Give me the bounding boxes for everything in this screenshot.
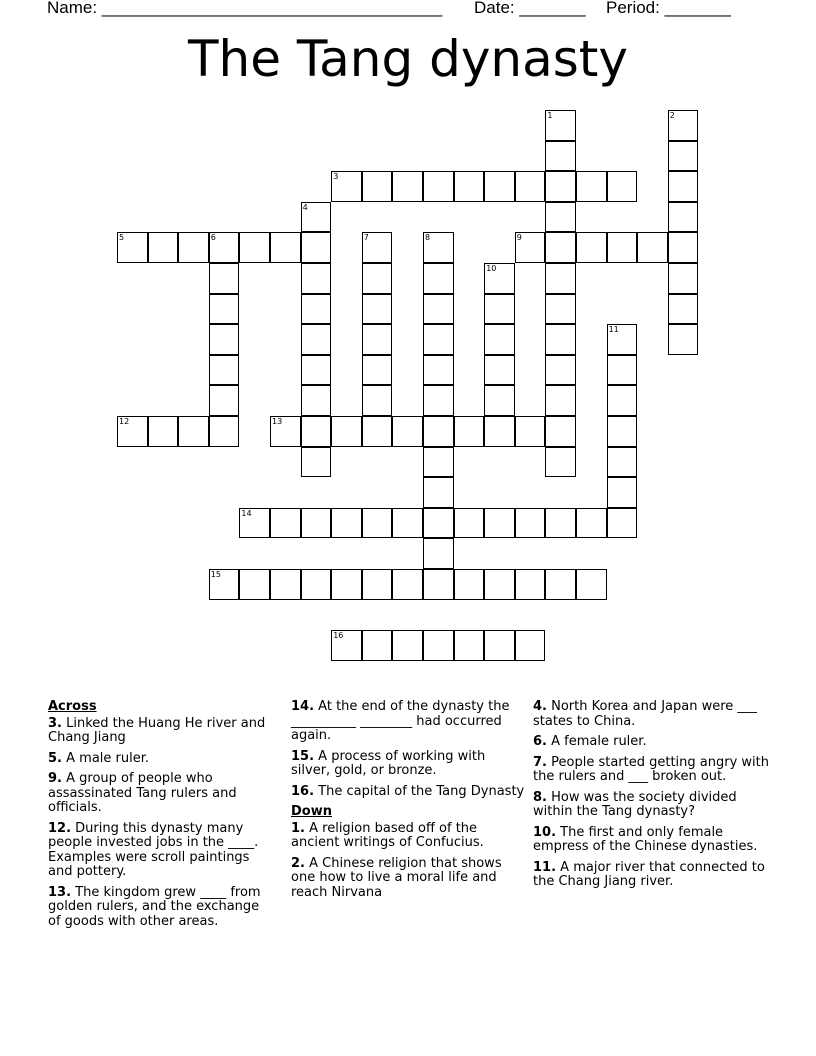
- grid-cell[interactable]: [423, 630, 454, 661]
- grid-cell[interactable]: [545, 294, 576, 325]
- crossword-grid: [117, 110, 717, 670]
- grid-cell[interactable]: [423, 294, 454, 325]
- grid-cell[interactable]: [117, 416, 148, 447]
- clue-across-13: 13. The kingdom grew ____ from golden rulers, and the exchange of goods with other areas.: [48, 884, 261, 929]
- grid-cell[interactable]: [270, 508, 301, 539]
- grid-cell[interactable]: [607, 355, 638, 386]
- clue-number: 15: [210, 570, 221, 579]
- grid-cell[interactable]: [301, 355, 332, 386]
- grid-cell[interactable]: [423, 263, 454, 294]
- clue-number: 8: [425, 233, 431, 243]
- grid-cell[interactable]: [484, 385, 515, 416]
- grid-cell[interactable]: [331, 569, 362, 600]
- grid-cell[interactable]: [209, 355, 240, 386]
- clue-down-11: 11. A major river that connected to the Chang Jiang river.: [533, 859, 765, 889]
- date-field[interactable]: Date: _______: [474, 0, 586, 17]
- grid-cell[interactable]: [545, 263, 576, 294]
- grid-cell[interactable]: [209, 416, 240, 447]
- grid-cell[interactable]: [331, 630, 362, 661]
- grid-cell[interactable]: [239, 508, 270, 539]
- grid-cell[interactable]: [484, 630, 515, 661]
- grid-cell[interactable]: [301, 294, 332, 325]
- grid-cell[interactable]: [392, 171, 423, 202]
- grid-cell[interactable]: [545, 569, 576, 600]
- grid-cell[interactable]: [423, 569, 454, 600]
- clue-number: 9: [516, 233, 522, 243]
- clue-across-9: 9. A group of people who assassinated Tang rulers and officials.: [48, 771, 237, 815]
- grid-cell[interactable]: [607, 477, 638, 508]
- grid-cell[interactable]: [423, 477, 454, 508]
- grid-cell[interactable]: [301, 569, 332, 600]
- grid-cell[interactable]: [209, 324, 240, 355]
- grid-cell[interactable]: [301, 385, 332, 416]
- grid-cell[interactable]: [454, 508, 485, 539]
- grid-cell[interactable]: [607, 385, 638, 416]
- grid-cell[interactable]: [331, 508, 362, 539]
- grid-cell[interactable]: [576, 232, 607, 263]
- grid-cell[interactable]: [668, 171, 699, 202]
- grid-cell[interactable]: [545, 385, 576, 416]
- grid-cell[interactable]: [301, 416, 332, 447]
- clues-column-1: [48, 700, 273, 935]
- grid-cell[interactable]: [301, 324, 332, 355]
- grid-cell[interactable]: [301, 263, 332, 294]
- clue-across-5: 5. A male ruler.: [48, 750, 149, 766]
- clue-number: 5: [119, 233, 125, 243]
- clues-column-2: [291, 700, 526, 906]
- grid-cell[interactable]: [668, 263, 699, 294]
- grid-cell[interactable]: [270, 569, 301, 600]
- grid-cell[interactable]: [545, 447, 576, 478]
- grid-cell[interactable]: [545, 355, 576, 386]
- grid-cell[interactable]: [607, 171, 638, 202]
- grid-cell[interactable]: [362, 355, 393, 386]
- clue-down-2: 2. A Chinese religion that shows one how to live a moral life and reach Nirvana: [291, 855, 502, 900]
- grid-cell[interactable]: [301, 202, 332, 233]
- clue-number: 12: [119, 417, 130, 426]
- grid-cell[interactable]: [515, 416, 546, 447]
- grid-cell[interactable]: [668, 232, 699, 263]
- grid-cell[interactable]: [270, 232, 301, 263]
- grid-cell[interactable]: [668, 141, 699, 172]
- grid-cell[interactable]: [545, 416, 576, 447]
- grid-cell[interactable]: [178, 232, 209, 263]
- grid-cell[interactable]: [545, 110, 576, 141]
- clue-number: 3: [333, 172, 339, 182]
- clue-number: 16: [333, 631, 344, 641]
- grid-cell[interactable]: [362, 508, 393, 539]
- grid-cell[interactable]: [607, 508, 638, 539]
- grid-cell[interactable]: [239, 232, 270, 263]
- clue-number: 11: [608, 325, 619, 335]
- grid-cell[interactable]: [392, 569, 423, 600]
- grid-cell[interactable]: [484, 508, 515, 539]
- clue-across-16: 16. The capital of the Tang Dynasty: [291, 783, 525, 799]
- grid-cell[interactable]: [454, 171, 485, 202]
- clue-number: 13: [272, 417, 283, 426]
- grid-cell[interactable]: [545, 232, 576, 263]
- down-heading: Down: [291, 804, 332, 819]
- grid-cell[interactable]: [668, 324, 699, 355]
- grid-cell[interactable]: [515, 232, 546, 263]
- grid-cell[interactable]: [362, 416, 393, 447]
- name-field[interactable]: Name: ____________________________________: [47, 0, 443, 17]
- grid-cell[interactable]: [178, 416, 209, 447]
- grid-cell[interactable]: [392, 508, 423, 539]
- grid-cell[interactable]: [301, 508, 332, 539]
- grid-cell[interactable]: [576, 508, 607, 539]
- grid-cell[interactable]: [331, 416, 362, 447]
- grid-cell[interactable]: [423, 355, 454, 386]
- grid-cell[interactable]: [454, 569, 485, 600]
- grid-cell[interactable]: [423, 385, 454, 416]
- clue-across-14: 14. At the end of the dynasty the __________ ________ had occurred again.: [291, 699, 510, 743]
- grid-cell[interactable]: [607, 416, 638, 447]
- grid-cell[interactable]: [515, 630, 546, 661]
- grid-cell[interactable]: [423, 324, 454, 355]
- grid-cell[interactable]: [545, 508, 576, 539]
- grid-cell[interactable]: [423, 508, 454, 539]
- grid-cell[interactable]: [515, 569, 546, 600]
- grid-cell[interactable]: [392, 630, 423, 661]
- clue-down-8: 8. How was the society divided within the Tang dynasty?: [533, 789, 737, 819]
- grid-cell[interactable]: [576, 171, 607, 202]
- grid-cell[interactable]: [331, 171, 362, 202]
- clues-column-3: [533, 700, 773, 896]
- grid-cell[interactable]: [484, 569, 515, 600]
- clue-down-10: 10. The first and only female empress of the Chinese dynasties.: [533, 824, 758, 854]
- clue-down-7: 7. People started getting angry with the rulers and ___ broken out.: [533, 754, 769, 784]
- grid-cell[interactable]: [607, 324, 638, 355]
- grid-cell[interactable]: [209, 263, 240, 294]
- grid-cell[interactable]: [239, 569, 270, 600]
- grid-cell[interactable]: [668, 110, 699, 141]
- grid-cell[interactable]: [423, 447, 454, 478]
- clue-number: 1: [547, 111, 553, 120]
- grid-cell[interactable]: [117, 232, 148, 263]
- grid-cell[interactable]: [668, 202, 699, 233]
- clue-down-6: 6. A female ruler.: [533, 734, 647, 749]
- clue-number: 7: [363, 233, 369, 243]
- grid-cell[interactable]: [270, 416, 301, 447]
- grid-cell[interactable]: [454, 416, 485, 447]
- grid-cell[interactable]: [515, 508, 546, 539]
- clue-number: 6: [210, 233, 216, 243]
- grid-cell[interactable]: [454, 630, 485, 661]
- grid-cell[interactable]: [209, 232, 240, 263]
- grid-cell[interactable]: [423, 232, 454, 263]
- clue-across-3: 3. Linked the Huang He river and Chang Jiang: [48, 715, 266, 745]
- grid-cell[interactable]: [484, 263, 515, 294]
- clue-number: 10: [486, 264, 497, 273]
- grid-cell[interactable]: [484, 294, 515, 325]
- grid-cell[interactable]: [423, 538, 454, 569]
- grid-cell[interactable]: [362, 324, 393, 355]
- clue-number: 4: [302, 202, 308, 212]
- grid-cell[interactable]: [545, 202, 576, 233]
- grid-cell[interactable]: [423, 171, 454, 202]
- grid-cell[interactable]: [301, 232, 332, 263]
- clue-across-12: 12. During this dynasty many people invested jobs in the ____. Examples were scroll paintings and pottery.: [48, 820, 259, 879]
- grid-cell[interactable]: [362, 263, 393, 294]
- grid-cell[interactable]: [484, 171, 515, 202]
- grid-cell[interactable]: [484, 324, 515, 355]
- page-title: The Tang dynasty: [187, 30, 628, 88]
- grid-cell[interactable]: [392, 416, 423, 447]
- grid-cell[interactable]: [423, 416, 454, 447]
- grid-cell[interactable]: [545, 324, 576, 355]
- clue-number: 14: [241, 508, 252, 518]
- grid-cell[interactable]: [209, 385, 240, 416]
- across-heading: Across: [48, 699, 97, 714]
- grid-cell[interactable]: [209, 569, 240, 600]
- grid-cell[interactable]: [607, 232, 638, 263]
- clue-down-1: 1. A religion based off of the ancient writings of Confucius.: [291, 820, 484, 850]
- grid-cell[interactable]: [362, 569, 393, 600]
- grid-cell[interactable]: [484, 355, 515, 386]
- grid-cell[interactable]: [545, 141, 576, 172]
- grid-cell[interactable]: [545, 171, 576, 202]
- clue-across-15: 15. A process of working with silver, gold, or bronze.: [291, 748, 486, 778]
- grid-cell[interactable]: [637, 232, 668, 263]
- grid-cell[interactable]: [209, 294, 240, 325]
- grid-cell[interactable]: [301, 447, 332, 478]
- grid-cell[interactable]: [362, 630, 393, 661]
- grid-cell[interactable]: [148, 416, 179, 447]
- grid-cell[interactable]: [576, 569, 607, 600]
- clue-down-4: 4. North Korea and Japan were ___ states to China.: [533, 699, 757, 729]
- grid-cell[interactable]: [484, 416, 515, 447]
- grid-cell[interactable]: [362, 171, 393, 202]
- grid-cell[interactable]: [148, 232, 179, 263]
- period-field[interactable]: Period: _______: [606, 0, 731, 17]
- clue-number: 2: [669, 111, 675, 120]
- grid-cell[interactable]: [362, 385, 393, 416]
- grid-cell[interactable]: [515, 171, 546, 202]
- grid-cell[interactable]: [362, 294, 393, 325]
- grid-cell[interactable]: [362, 232, 393, 263]
- grid-cell[interactable]: [668, 294, 699, 325]
- grid-cell[interactable]: [607, 447, 638, 478]
